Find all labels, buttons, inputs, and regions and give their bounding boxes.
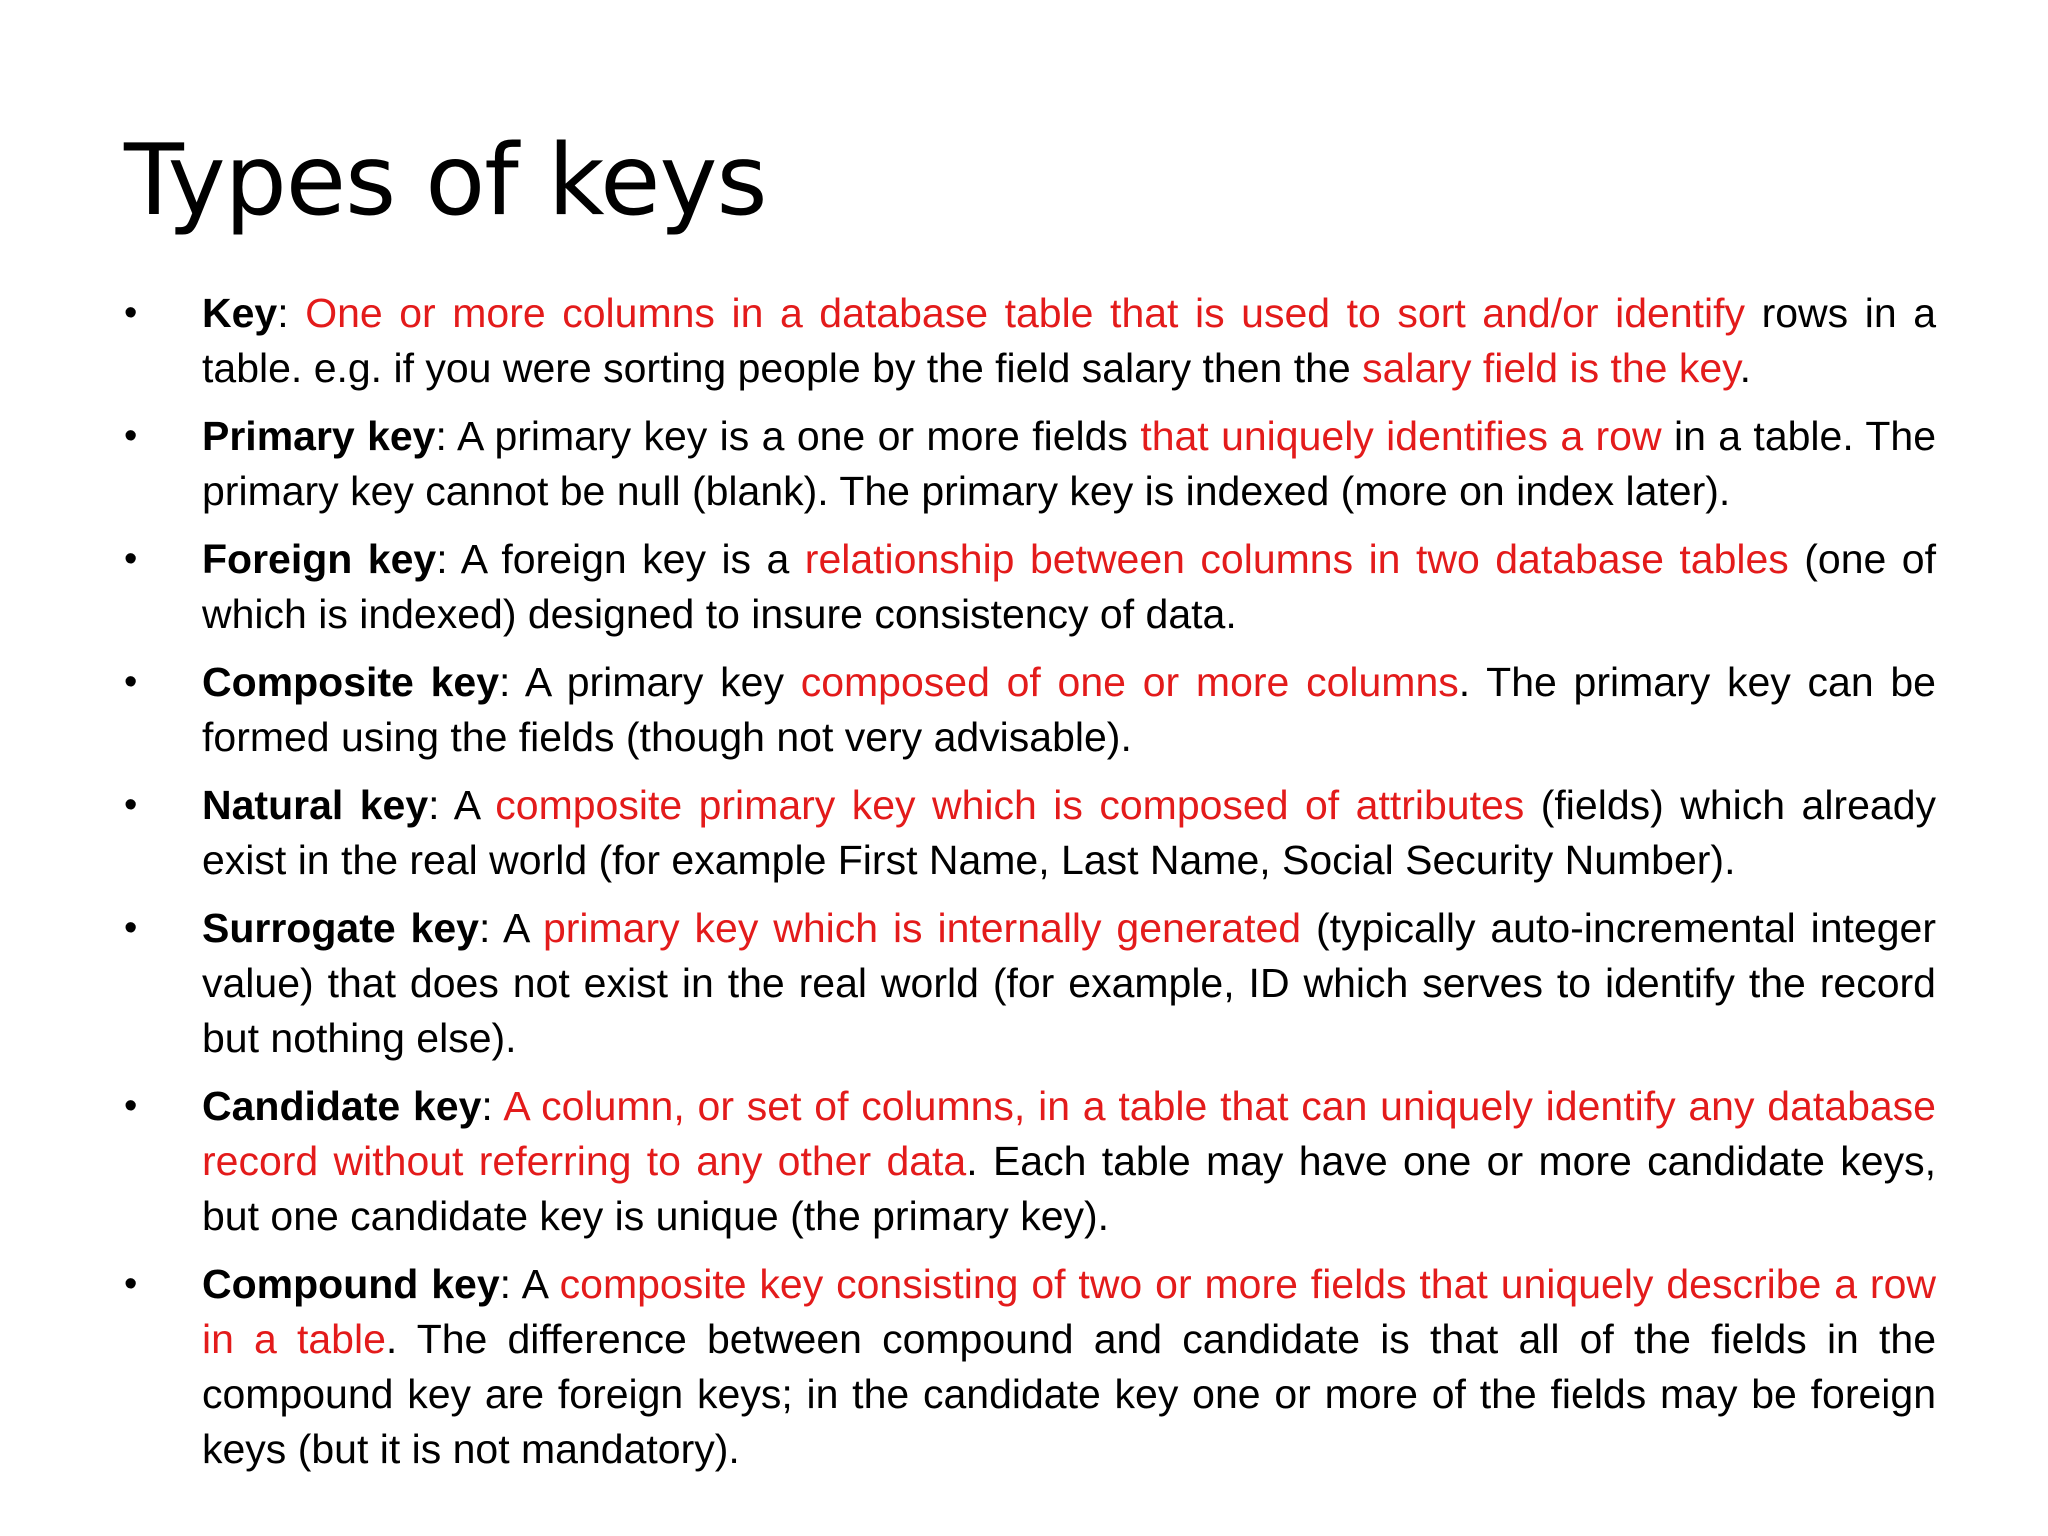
body-text: :	[277, 290, 306, 336]
highlighted-text: composed of one or more columns	[800, 659, 1459, 705]
body-text: : A	[478, 905, 543, 951]
body-text: (fields) which already exist in the real world (for example First Name, Last Name, Social Security Number).	[202, 782, 1936, 883]
bullet-dot-icon: •	[124, 907, 138, 949]
highlighted-text: One or more columns in a database table that is used to sort and/or identify	[305, 290, 1746, 336]
key-term: Composite key	[202, 659, 500, 705]
body-text: :	[481, 1083, 504, 1129]
bullet-dot-icon: •	[124, 538, 138, 580]
highlighted-text: composite key consisting of two or more fields that uniquely describe a row in a table	[202, 1261, 1936, 1362]
bullet-dot-icon: •	[124, 1085, 138, 1127]
body-text: : A	[499, 1261, 560, 1307]
bullet-dot-icon: •	[124, 1263, 138, 1305]
bullet-dot-icon: •	[124, 661, 138, 703]
key-term: Key	[202, 290, 278, 336]
bullet-item	[124, 532, 1936, 642]
bullet-item	[124, 655, 1936, 765]
highlighted-text: that uniquely identifies a row	[1140, 413, 1662, 459]
bullet-item	[124, 1257, 1936, 1477]
highlighted-text: composite primary key which is composed of attributes	[495, 782, 1525, 828]
highlighted-text: relationship between columns in two database tables	[804, 536, 1789, 582]
bullet-item	[124, 409, 1936, 519]
key-term: Candidate key	[202, 1083, 482, 1129]
body-text: : A	[428, 782, 496, 828]
body-text: (typically auto-incremental integer value) that does not exist in the real world (for example, ID which serves to identify the record but nothing else).	[202, 905, 1936, 1061]
body-text: in a table. The primary key cannot be null (blank). The primary key is indexed (more on index later).	[202, 413, 1937, 514]
key-term: Foreign key	[202, 536, 437, 582]
bullet-item	[124, 778, 1936, 888]
bullet-list	[124, 286, 1936, 1490]
bullet-dot-icon: •	[124, 784, 138, 826]
body-text: : A primary key is a one or more fields	[435, 413, 1141, 459]
highlighted-text: primary key which is internally generated	[542, 905, 1302, 951]
key-term: Surrogate key	[202, 905, 479, 951]
key-term: Primary key	[202, 413, 436, 459]
body-text: . The primary key can be formed using the fields (though not very advisable).	[202, 659, 1936, 760]
body-text: rows in a table. e.g. if you were sorting people by the field salary then the	[202, 290, 1936, 391]
key-term: Compound key	[202, 1261, 500, 1307]
highlighted-text: salary field is the key	[1362, 345, 1740, 391]
key-term: Natural key	[202, 782, 429, 828]
slide-title: Types of keys	[124, 124, 767, 238]
bullet-item	[124, 286, 1936, 396]
body-text: . The difference between compound and candidate is that all of the fields in the compound key are foreign keys; in the candidate key one or more of the fields may be foreign keys (but it is not mandatory).	[202, 1316, 1936, 1472]
bullet-dot-icon: •	[124, 292, 138, 334]
highlighted-text: A column, or set of columns, in a table that can uniquely identify any database record without referring to any other data	[202, 1083, 1936, 1184]
bullet-item	[124, 1079, 1936, 1244]
body-text: . Each table may have one or more candidate keys, but one candidate key is unique (the primary key).	[202, 1138, 1936, 1239]
body-text: (one of which is indexed) designed to insure consistency of data.	[202, 536, 1936, 637]
bullet-item	[124, 901, 1936, 1066]
bullet-dot-icon: •	[124, 415, 138, 457]
body-text: .	[1739, 345, 1752, 391]
body-text: : A foreign key is a	[436, 536, 805, 582]
body-text: : A primary key	[499, 659, 801, 705]
